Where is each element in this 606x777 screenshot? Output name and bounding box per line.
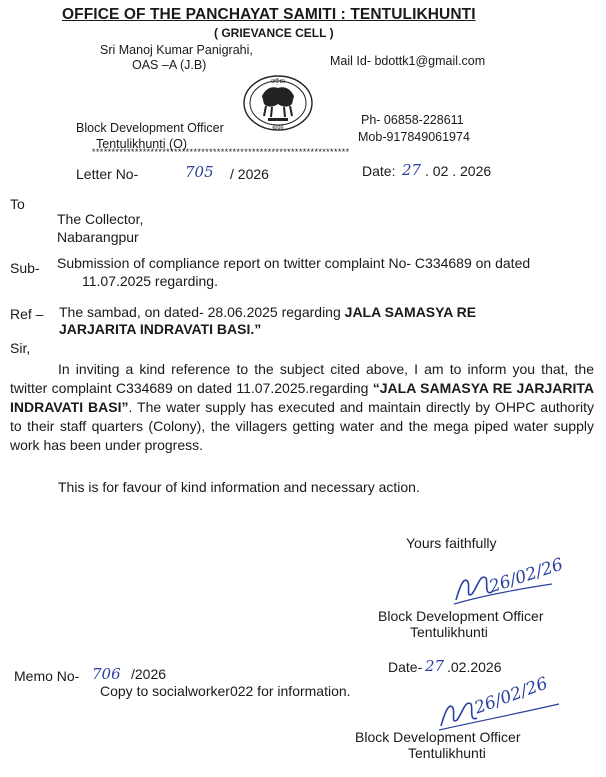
letter-no-label: Letter No- <box>76 166 139 182</box>
signature-2-place: Tentulikhunti <box>408 745 486 761</box>
reference-line1 <box>59 304 476 320</box>
svg-text:ଶାସନ: ଶାସନ <box>272 125 284 131</box>
date-label: Date: <box>362 163 396 179</box>
reference-label: Ref – <box>10 306 44 322</box>
signature-2-date: 26/02/26 <box>471 673 551 719</box>
body-subject-bold: “JALA SAMASYA RE JARJARITA INDRAVATI BASI” <box>10 380 594 415</box>
salutation: Sir, <box>10 340 31 356</box>
signature-1 <box>452 554 566 610</box>
reference-prefix: The sambad, on dated- 28.06.2025 regarding <box>59 304 345 320</box>
separator-stars: ****************************************************************** <box>92 147 350 157</box>
date-rest: . 02 . 2026 <box>425 163 492 179</box>
letter-year: / 2026 <box>230 166 269 182</box>
memo-label: Memo No- <box>14 668 80 684</box>
signature-1-place: Tentulikhunti <box>410 624 488 640</box>
to-label: To <box>10 196 25 212</box>
location: Tentulikhunti (O) <box>96 137 188 151</box>
signature-1-designation: Block Development Officer <box>378 608 544 624</box>
office-title: OFFICE OF THE PANCHAYAT SAMITI : TENTULIKHUNTI <box>62 6 476 23</box>
svg-text:ଓଡ଼ିଶା: ଓଡ଼ିଶା <box>270 78 286 85</box>
subject-label: Sub- <box>10 260 40 276</box>
closing-paragraph: This is for favour of kind information and necessary action. <box>58 479 420 495</box>
yours-faithfully: Yours faithfully <box>406 535 497 551</box>
designation: Block Development Officer <box>76 121 224 135</box>
officer-name: Sri Manoj Kumar Panigrahi, <box>100 43 253 57</box>
body-text-end: . The water supply has executed and maintain directly by OHPC authority to their staff quarters (Colony), the villagers getting water and the mega piped water supply work has been under progress. <box>10 399 594 453</box>
memo-date-day-handwritten: 27 <box>425 657 445 675</box>
mail-id: Mail Id- bdottk1@gmail.com <box>330 54 486 68</box>
grievance-cell: ( GRIEVANCE CELL ) <box>214 26 334 40</box>
subject-line1: Submission of compliance report on twitter complaint No- C334689 on dated <box>57 255 531 271</box>
memo-copy-text: Copy to socialworker022 for information. <box>100 683 351 699</box>
officer-rank: OAS –A (J.B) <box>132 58 207 72</box>
memo-year: /2026 <box>131 666 167 682</box>
body-paragraph <box>10 360 594 455</box>
date-day-handwritten: 27 <box>402 161 422 179</box>
body-text-start: In inviting a kind reference to the subject cited above, I am to inform you that, the twitter complaint C334689 on dated 11.07.2025.regarding <box>10 361 594 396</box>
emblem-seal-icon <box>242 74 314 132</box>
mobile: Mob-917849061974 <box>358 130 470 144</box>
signature-2-designation: Block Development Officer <box>355 729 521 745</box>
phone: Ph- 06858-228611 <box>361 113 464 127</box>
subject-line2: 11.07.2025 regarding. <box>82 273 218 289</box>
signature-2 <box>435 673 565 732</box>
recipient-place: Nabarangpur <box>57 229 139 245</box>
memo-number-handwritten: 706 <box>92 665 121 683</box>
signature-1-date: 26/02/26 <box>486 554 566 598</box>
reference-title-part1: JALA SAMASYA RE <box>344 304 477 320</box>
memo-date-label: Date- <box>388 659 423 675</box>
reference-title-part2: JARJARITA INDRAVATI BASI.” <box>59 321 262 337</box>
memo-date-rest: .02.2026 <box>447 659 502 675</box>
letter-no-handwritten: 705 <box>185 163 214 181</box>
recipient: The Collector, <box>57 211 144 227</box>
